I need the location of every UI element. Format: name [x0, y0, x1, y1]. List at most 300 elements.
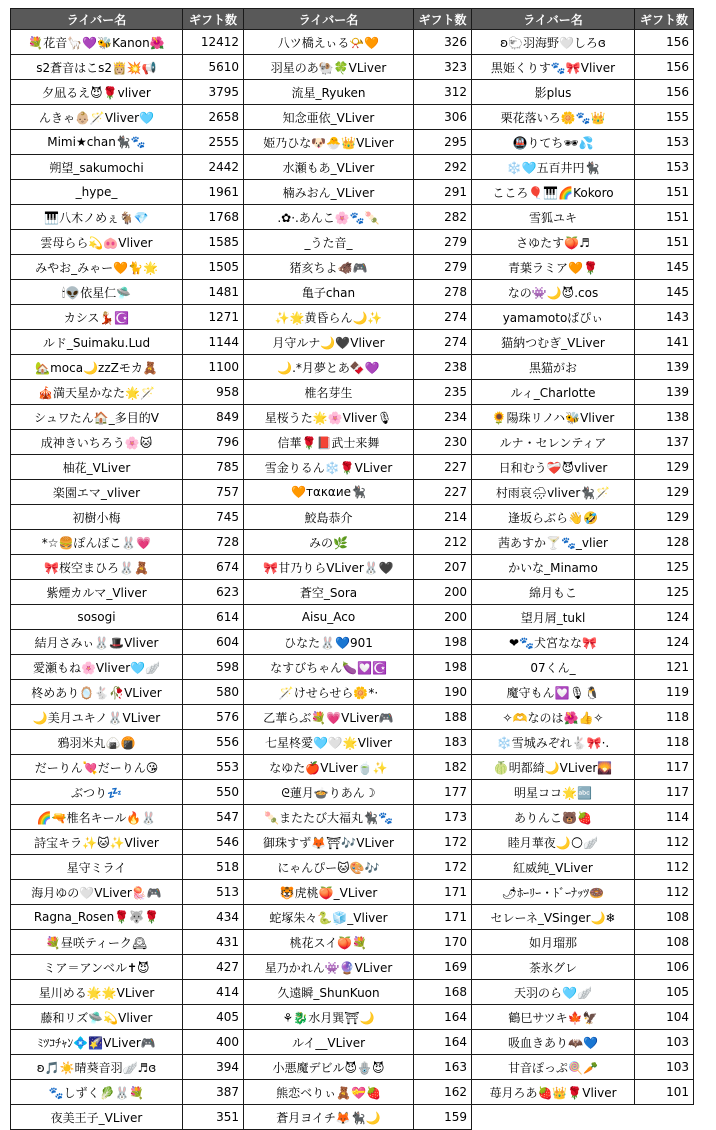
liver-name-cell: 黒猫がお: [472, 355, 635, 380]
table-row: [472, 930, 694, 955]
gift-count-cell: 323: [414, 55, 472, 80]
table-row: [244, 1005, 472, 1030]
gift-count-cell: 295: [414, 130, 472, 155]
table-row: [11, 255, 244, 280]
liver-name-cell: シュワたん🏠_多目的V: [11, 405, 183, 430]
liver-name-cell: 朔望_sakumochi: [11, 155, 183, 180]
liver-name-cell: .✿·.あんこ🌸🐾🍡: [244, 205, 414, 230]
table-row: [472, 830, 694, 855]
gift-count-cell: 170: [414, 930, 472, 955]
table-row: [244, 655, 472, 680]
liver-name-cell: 鶴巳サツキ🍁🦅: [472, 1005, 635, 1030]
liver-name-cell: 熊恋ベりぃ🧸💝🍓: [244, 1080, 414, 1105]
header-row: [244, 9, 472, 30]
gift-count-cell: 172: [414, 830, 472, 855]
liver-name-cell: 雪金りるん❄️🌹VLiver: [244, 455, 414, 480]
liver-name-cell: 星川める🌟🌟VLiver: [11, 980, 183, 1005]
table-row: [11, 630, 244, 655]
liver-name-cell: 楠みおん_VLiver: [244, 180, 414, 205]
gift-count-cell: 151: [635, 205, 694, 230]
table-row: [11, 905, 244, 930]
gift-count-cell: 556: [183, 730, 244, 755]
gift-count-cell: 282: [414, 205, 472, 230]
gift-count-cell: 745: [183, 505, 244, 530]
gift-count-cell: 137: [635, 430, 694, 455]
gift-count-cell: 387: [183, 1080, 244, 1105]
table-row: [11, 780, 244, 805]
liver-name-cell: ✨🌟黄昏らん🌙✨: [244, 305, 414, 330]
gift-count-cell: 183: [414, 730, 472, 755]
table-row: [472, 280, 694, 305]
gift-count-cell: 173: [414, 805, 472, 830]
gift-count-cell: 128: [635, 530, 694, 555]
gift-count-cell: 141: [635, 330, 694, 355]
liver-name-cell: にゃんぴー🐱🎨🎶: [244, 855, 414, 880]
table-row: [244, 805, 472, 830]
gift-count-cell: 112: [635, 855, 694, 880]
gift-count-cell: 2442: [183, 155, 244, 180]
table-row: [472, 30, 694, 55]
ranking-table-3: [471, 8, 694, 1105]
gift-count-cell: 550: [183, 780, 244, 805]
liver-name-cell: 💐花音🦙💜🐝Kanon🌺: [11, 30, 183, 55]
header-liver-name: ライバー名: [472, 9, 635, 30]
gift-count-cell: 306: [414, 105, 472, 130]
liver-name-cell: ❤🐾犬宮なな🎀: [472, 630, 635, 655]
liver-name-cell: 吸血きあり🦇💙: [472, 1030, 635, 1055]
liver-name-cell: ぶつり💤: [11, 780, 183, 805]
gift-count-cell: 124: [635, 630, 694, 655]
header-gift-count: ギフト数: [635, 9, 694, 30]
liver-name-cell: 知念亜依_VLiver: [244, 105, 414, 130]
table-row: [472, 580, 694, 605]
gift-count-cell: 103: [635, 1055, 694, 1080]
gift-count-cell: 138: [635, 405, 694, 430]
liver-name-cell: 🎀甘乃りらVLiver🐰🖤: [244, 555, 414, 580]
liver-name-cell: ひなた🐰💙901: [244, 630, 414, 655]
liver-name-cell: 望月屑_tukl: [472, 605, 635, 630]
liver-name-cell: Ragna_Rosen🌹🐺🌹: [11, 905, 183, 930]
gift-count-cell: 108: [635, 930, 694, 955]
table-row: [11, 105, 244, 130]
gift-count-cell: 598: [183, 655, 244, 680]
liver-name-cell: 🚇りてち🕶💦: [472, 130, 635, 155]
gift-count-cell: 279: [414, 255, 472, 280]
gift-count-cell: 117: [635, 755, 694, 780]
gift-count-cell: 12412: [183, 30, 244, 55]
liver-name-cell: 07くん_: [472, 655, 635, 680]
liver-name-cell: 影plus: [472, 80, 635, 105]
liver-name-cell: 愛瀬もね🌸Vliver🩵🪽: [11, 655, 183, 680]
gift-count-cell: 164: [414, 1005, 472, 1030]
table-row: [244, 980, 472, 1005]
table-row: [472, 355, 694, 380]
liver-name-cell: Aisu_Aco: [244, 605, 414, 630]
table-row: [11, 755, 244, 780]
table-row: [472, 630, 694, 655]
liver-name-cell: 雪狐ユキ: [472, 205, 635, 230]
gift-count-cell: 105: [635, 980, 694, 1005]
ranking-table-2: [243, 8, 472, 1130]
gift-count-cell: 623: [183, 580, 244, 605]
table-row: [244, 330, 472, 355]
liver-name-cell: 夕凪るえ😈🌹vliver: [11, 80, 183, 105]
table-row: [472, 130, 694, 155]
liver-name-cell: ᘓ蓮月🍲りあん☽: [244, 780, 414, 805]
table-row: [244, 205, 472, 230]
gift-count-cell: 155: [635, 105, 694, 130]
table-row: [11, 230, 244, 255]
liver-name-cell: 苺月ろあ🍓👑🌹Vliver: [472, 1080, 635, 1105]
liver-name-cell: 夜美王子_VLiver: [11, 1105, 183, 1130]
table-row: [244, 30, 472, 55]
table-row: [244, 255, 472, 280]
table-row: [244, 530, 472, 555]
liver-name-cell: 八ツ橋えぃる📯🧡: [244, 30, 414, 55]
table-row: [472, 455, 694, 480]
table-row: [472, 105, 694, 130]
table-row: [244, 880, 472, 905]
gift-count-cell: 153: [635, 130, 694, 155]
liver-name-cell: 星守ミライ: [11, 855, 183, 880]
table-row: [11, 180, 244, 205]
liver-name-cell: 🐯虎桃🍑_VLiver: [244, 880, 414, 905]
gift-count-cell: 112: [635, 880, 694, 905]
liver-name-cell: 結月さみぃ🐰🎩Vliver: [11, 630, 183, 655]
table-row: [244, 505, 472, 530]
liver-name-cell: 栗花落いろ🌼🐾👑: [472, 105, 635, 130]
gift-count-cell: 117: [635, 780, 694, 805]
gift-count-cell: 958: [183, 380, 244, 405]
table-row: [472, 880, 694, 905]
table-row: [244, 830, 472, 855]
liver-name-cell: ʚ🐑羽海野🤍しろɞ: [472, 30, 635, 55]
table-row: [11, 430, 244, 455]
gift-count-cell: 351: [183, 1105, 244, 1130]
table-row: [11, 280, 244, 305]
gift-count-cell: 238: [414, 355, 472, 380]
gift-count-cell: 121: [635, 655, 694, 680]
gift-count-cell: 101: [635, 1080, 694, 1105]
liver-name-cell: ❄️雪城みぞれ🐇🎀·.: [472, 730, 635, 755]
table-row: [472, 55, 694, 80]
liver-name-cell: 藤和リズ🛸💫Vliver: [11, 1005, 183, 1030]
table-row: [11, 880, 244, 905]
liver-name-cell: 🌶ﾎｰﾘｰ・ﾄﾞｰﾅｯﾂ🍩: [472, 880, 635, 905]
table-row: [244, 130, 472, 155]
gift-count-cell: 106: [635, 955, 694, 980]
table-row: [244, 855, 472, 880]
gift-count-cell: 159: [414, 1105, 472, 1130]
table-row: [244, 355, 472, 380]
table-row: [11, 355, 244, 380]
table-row: [11, 1005, 244, 1030]
liver-name-cell: 蒼月ヨイチ🦊🐈‍⬛🌙: [244, 1105, 414, 1130]
liver-name-cell: sosogi: [11, 605, 183, 630]
gift-count-cell: 164: [414, 1030, 472, 1055]
gift-count-cell: 3795: [183, 80, 244, 105]
liver-name-cell: 柊めあり🪞🐇🥀VLiver: [11, 680, 183, 705]
table-row: [244, 1030, 472, 1055]
gift-count-cell: 274: [414, 305, 472, 330]
table-row: [11, 380, 244, 405]
gift-count-cell: 171: [414, 905, 472, 930]
table-row: [11, 305, 244, 330]
liver-name-cell: 流星_Ryuken: [244, 80, 414, 105]
liver-name-cell: 鴉羽米丸🍙🍘: [11, 730, 183, 755]
liver-name-cell: 七星柊愛🩵🤍🌟Vliver: [244, 730, 414, 755]
gift-count-cell: 153: [635, 155, 694, 180]
gift-count-cell: 2555: [183, 130, 244, 155]
table-row: [11, 455, 244, 480]
table-row: [244, 780, 472, 805]
gift-count-cell: 139: [635, 380, 694, 405]
table-row: [11, 505, 244, 530]
table-row: [244, 80, 472, 105]
liver-name-cell: Mimi★chan🐈‍⬛🐾: [11, 130, 183, 155]
table-row: [472, 605, 694, 630]
table-row: [472, 905, 694, 930]
gift-count-cell: 119: [635, 680, 694, 705]
header-row: [472, 9, 694, 30]
liver-name-cell: ルィ_Charlotte: [472, 380, 635, 405]
table-row: [472, 530, 694, 555]
gift-count-cell: 576: [183, 705, 244, 730]
gift-count-cell: 163: [414, 1055, 472, 1080]
liver-name-cell: 月守ルナ🌙🖤Vliver: [244, 330, 414, 355]
liver-name-cell: 🧡тακαие🐈‍⬛: [244, 480, 414, 505]
liver-name-cell: 雲母らら💫🐽Vliver: [11, 230, 183, 255]
gift-count-cell: 394: [183, 1055, 244, 1080]
header-liver-name: ライバー名: [244, 9, 414, 30]
liver-name-cell: 甘音ぽっぷ🍭🥕: [472, 1055, 635, 1080]
table-row: [244, 680, 472, 705]
gift-count-cell: 1768: [183, 205, 244, 230]
table-row: [472, 180, 694, 205]
liver-name-cell: 青葉ラミア🧡🌹: [472, 255, 635, 280]
table-row: [472, 655, 694, 680]
table-row: [472, 980, 694, 1005]
table-row: [244, 955, 472, 980]
liver-name-cell: 🌙.*月夢とあ🍫💜: [244, 355, 414, 380]
gift-count-cell: 2658: [183, 105, 244, 130]
liver-name-cell: ⚘🐉水月巽⛩🌙: [244, 1005, 414, 1030]
table-row: [244, 1055, 472, 1080]
table-row: [11, 730, 244, 755]
gift-count-cell: 214: [414, 505, 472, 530]
liver-name-cell: _hype_: [11, 180, 183, 205]
liver-name-cell: 亀子chan: [244, 280, 414, 305]
table-row: [11, 805, 244, 830]
header-gift-count: ギフト数: [414, 9, 472, 30]
liver-name-cell: 久遠瞬_ShunKuon: [244, 980, 414, 1005]
liver-name-cell: 初樹小梅: [11, 505, 183, 530]
liver-name-cell: なの👾🌙😈.cos: [472, 280, 635, 305]
liver-name-cell: 🪄けせらせら🌼*·: [244, 680, 414, 705]
liver-name-cell: 星桜うた🌟🌸Vliver🎙: [244, 405, 414, 430]
table-row: [244, 905, 472, 930]
gift-count-cell: 674: [183, 555, 244, 580]
header-liver-name: ライバー名: [11, 9, 183, 30]
table-row: [11, 1055, 244, 1080]
gift-count-cell: 227: [414, 480, 472, 505]
liver-name-cell: 羽星のあ🐏🍀VLiver: [244, 55, 414, 80]
table-row: [11, 580, 244, 605]
liver-name-cell: 逢坂らぶら👋🤣: [472, 505, 635, 530]
table-row: [11, 205, 244, 230]
table-row: [11, 555, 244, 580]
gift-count-cell: 156: [635, 55, 694, 80]
gift-count-cell: 168: [414, 980, 472, 1005]
gift-count-cell: 177: [414, 780, 472, 805]
table-row: [244, 1080, 472, 1105]
table-row: [472, 80, 694, 105]
liver-name-cell: 🕯👽依星仁🛸: [11, 280, 183, 305]
liver-name-cell: 💐昼咲ティーク🕰: [11, 930, 183, 955]
table-row: [472, 855, 694, 880]
table-row: [11, 830, 244, 855]
liver-name-cell: なゆた🍎VLiver🍵✨: [244, 755, 414, 780]
gift-count-cell: 188: [414, 705, 472, 730]
liver-name-cell: セレーネ_VSinger🌙❄: [472, 905, 635, 930]
gift-count-cell: 156: [635, 30, 694, 55]
gift-count-cell: 169: [414, 955, 472, 980]
liver-name-cell: 海月ゆの🤍VLiver🪼🎮: [11, 880, 183, 905]
liver-name-cell: 🍡またたび大福丸🐈‍⬛🐾: [244, 805, 414, 830]
table-row: [472, 155, 694, 180]
table-row: [11, 855, 244, 880]
gift-count-cell: 114: [635, 805, 694, 830]
table-row: [11, 955, 244, 980]
liver-name-cell: かいな_Minamo: [472, 555, 635, 580]
table-row: [472, 380, 694, 405]
liver-name-cell: 御珠すず🦊⛩🎶VLiver: [244, 830, 414, 855]
gift-count-cell: 207: [414, 555, 472, 580]
liver-name-cell: ルド_Suimaku.Lud: [11, 330, 183, 355]
table-row: [11, 130, 244, 155]
gift-count-cell: 124: [635, 605, 694, 630]
gift-count-cell: 279: [414, 230, 472, 255]
liver-name-cell: 柚花_VLiver: [11, 455, 183, 480]
table-row: [11, 930, 244, 955]
table-row: [472, 255, 694, 280]
gift-count-cell: 235: [414, 380, 472, 405]
gift-count-cell: 143: [635, 305, 694, 330]
liver-name-cell: 紅威純_VLiver: [472, 855, 635, 880]
liver-name-cell: 猫納つむぎ_VLiver: [472, 330, 635, 355]
liver-name-cell: 如月瑠那: [472, 930, 635, 955]
table-row: [11, 1030, 244, 1055]
liver-name-cell: *☆🍔ぽんぽこ🐰💗: [11, 530, 183, 555]
gift-count-cell: 171: [414, 880, 472, 905]
table-row: [244, 630, 472, 655]
liver-name-cell: ミア＝アンベル✝😈: [11, 955, 183, 980]
liver-name-cell: なすびちゃん🍆💟☪️: [244, 655, 414, 680]
liver-name-cell: 蛇塚朱々🐍🧊_Vliver: [244, 905, 414, 930]
table-row: [11, 1105, 244, 1130]
liver-name-cell: 椎名芽生: [244, 380, 414, 405]
table-row: [244, 755, 472, 780]
table-row: [244, 55, 472, 80]
gift-count-cell: 182: [414, 755, 472, 780]
gift-count-cell: 513: [183, 880, 244, 905]
gift-count-cell: 849: [183, 405, 244, 430]
liver-name-cell: 天羽のら🩵🪽: [472, 980, 635, 1005]
table-row: [244, 455, 472, 480]
gift-count-cell: 234: [414, 405, 472, 430]
table-row: [472, 1080, 694, 1105]
liver-name-cell: 🎹八木ノめぇ🐐💎: [11, 205, 183, 230]
gift-count-cell: 200: [414, 580, 472, 605]
gift-count-cell: 200: [414, 605, 472, 630]
gift-count-cell: 118: [635, 705, 694, 730]
gift-count-cell: 414: [183, 980, 244, 1005]
gift-count-cell: 1585: [183, 230, 244, 255]
liver-name-cell: 村雨哀🌧vliver🐈‍⬛🪄: [472, 480, 635, 505]
table-row: [472, 1055, 694, 1080]
gift-count-cell: 227: [414, 455, 472, 480]
table-row: [244, 430, 472, 455]
gift-count-cell: 757: [183, 480, 244, 505]
table-row: [472, 555, 694, 580]
table-row: [472, 755, 694, 780]
gift-count-cell: 614: [183, 605, 244, 630]
table-row: [11, 980, 244, 1005]
gift-count-cell: 125: [635, 580, 694, 605]
liver-name-cell: 魔守もん💟🎙🐧: [472, 680, 635, 705]
gift-count-cell: 230: [414, 430, 472, 455]
liver-name-cell: ﾐﾂｺﾁｬﾝ💠🌠VLiver🎮: [11, 1030, 183, 1055]
table-row: [244, 280, 472, 305]
liver-name-cell: yamamotoぱぴぃ: [472, 305, 635, 330]
gift-count-cell: 212: [414, 530, 472, 555]
liver-name-cell: ✧🫶なのは🌺👍✧: [472, 705, 635, 730]
table-row: [244, 405, 472, 430]
gift-count-cell: 129: [635, 455, 694, 480]
gift-count-cell: 151: [635, 230, 694, 255]
table-row: [244, 180, 472, 205]
liver-name-cell: こころ🎈🎹🌈Kokoro: [472, 180, 635, 205]
liver-name-cell: 星乃かれん👾🔮VLiver: [244, 955, 414, 980]
gift-count-cell: 151: [635, 180, 694, 205]
gift-count-cell: 112: [635, 830, 694, 855]
liver-name-cell: _うた音_: [244, 230, 414, 255]
liver-name-cell: んきゃ👶🏼🪄Vliver🩵: [11, 105, 183, 130]
table-row: [472, 505, 694, 530]
liver-name-cell: 水瀬もあ_VLiver: [244, 155, 414, 180]
gift-count-cell: 145: [635, 280, 694, 305]
liver-name-cell: 詩宝キラ✨🐱✨Vliver: [11, 830, 183, 855]
table-row: [11, 155, 244, 180]
gift-count-cell: 405: [183, 1005, 244, 1030]
gift-count-cell: 274: [414, 330, 472, 355]
liver-name-cell: 小悪魔デビル😈🪬😈: [244, 1055, 414, 1080]
table-row: [11, 480, 244, 505]
table-row: [11, 30, 244, 55]
table-row: [244, 105, 472, 130]
table-row: [244, 605, 472, 630]
liver-name-cell: 茶氷グレ: [472, 955, 635, 980]
gift-count-cell: 326: [414, 30, 472, 55]
ranking-table-1: [10, 8, 244, 1130]
liver-name-cell: だーりん💘だーりん😘: [11, 755, 183, 780]
liver-name-cell: ❄️🩵五百井円🐈‍⬛: [472, 155, 635, 180]
table-row: [472, 780, 694, 805]
gift-count-cell: 198: [414, 630, 472, 655]
liver-name-cell: 綿月もこ: [472, 580, 635, 605]
table-row: [11, 605, 244, 630]
liver-name-cell: 🌻陽珠リノハ🐝Vliver: [472, 405, 635, 430]
